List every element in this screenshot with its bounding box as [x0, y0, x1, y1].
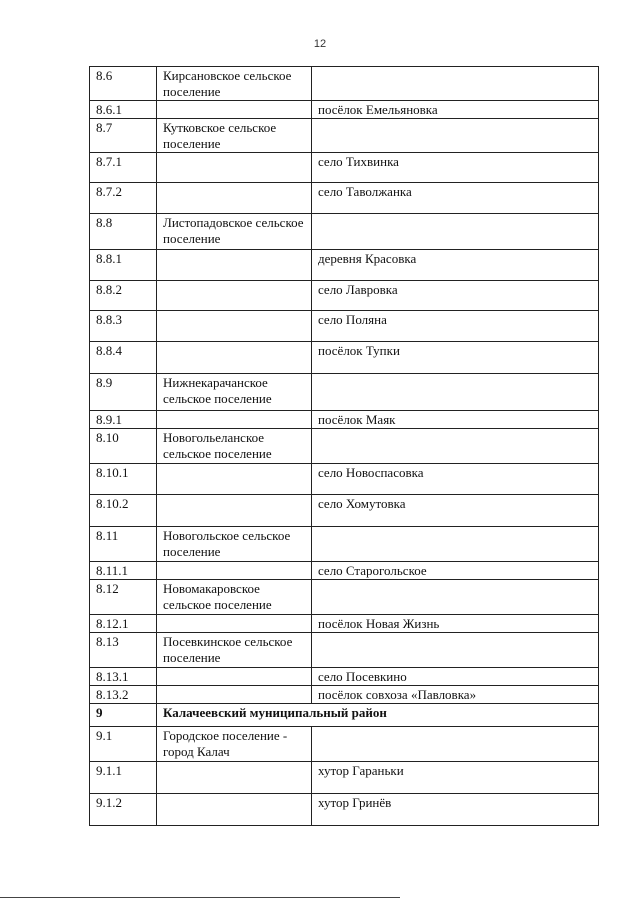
settlement-cell: Калачеевский муниципальный район: [157, 704, 599, 727]
settlement-cell: [157, 615, 312, 633]
table-row: [90, 281, 599, 311]
page-number: 12: [313, 38, 327, 50]
locality-cell: [312, 727, 599, 762]
row-number-cell: 8.10.1: [90, 464, 157, 495]
table-row: [90, 580, 599, 615]
settlement-cell: Посевкинское сельское поселение: [157, 633, 312, 668]
row-number-cell: 8.8.4: [90, 342, 157, 374]
settlement-cell: [157, 101, 312, 119]
settlement-cell: Новогольеланское сельское поселение: [157, 429, 312, 464]
bottom-rule: [0, 897, 400, 898]
settlements-table-body: [90, 67, 599, 826]
row-number-cell: 9.1.1: [90, 762, 157, 794]
table-row: [90, 183, 599, 214]
table-row: [90, 464, 599, 495]
settlement-cell: Новомакаровское сельское поселение: [157, 580, 312, 615]
table-row: [90, 527, 599, 562]
table-row: [90, 101, 599, 119]
row-number-cell: 8.13.2: [90, 686, 157, 704]
locality-cell: село Хомутовка: [312, 495, 599, 527]
settlement-cell: [157, 464, 312, 495]
row-number-cell: 8.6.1: [90, 101, 157, 119]
row-number-cell: 8.7.1: [90, 153, 157, 183]
settlement-cell: [157, 794, 312, 826]
table-row: [90, 250, 599, 281]
row-number-cell: 8.12: [90, 580, 157, 615]
locality-cell: [312, 67, 599, 101]
settlement-cell: [157, 183, 312, 214]
locality-cell: [312, 580, 599, 615]
table-row: [90, 214, 599, 250]
table-row: [90, 762, 599, 794]
locality-cell: посёлок Маяк: [312, 411, 599, 429]
settlement-cell: Городское поселение - город Калач: [157, 727, 312, 762]
settlement-cell: [157, 281, 312, 311]
locality-cell: село Старогольское: [312, 562, 599, 580]
locality-cell: посёлок Емельяновка: [312, 101, 599, 119]
locality-cell: [312, 527, 599, 562]
locality-cell: деревня Красовка: [312, 250, 599, 281]
locality-cell: [312, 374, 599, 411]
locality-cell: хутор Гараньки: [312, 762, 599, 794]
locality-cell: посёлок совхоза «Павловка»: [312, 686, 599, 704]
table-row: [90, 794, 599, 826]
settlements-table: [89, 66, 599, 826]
table-row: [90, 727, 599, 762]
locality-cell: хутор Гринёв: [312, 794, 599, 826]
settlement-cell: [157, 342, 312, 374]
locality-cell: село Поляна: [312, 311, 599, 342]
table-row: [90, 153, 599, 183]
table-row: [90, 633, 599, 668]
table-row: [90, 562, 599, 580]
row-number-cell: 8.12.1: [90, 615, 157, 633]
row-number-cell: 8.10.2: [90, 495, 157, 527]
table-row: [90, 495, 599, 527]
locality-cell: посёлок Тупки: [312, 342, 599, 374]
table-row: [90, 119, 599, 153]
row-number-cell: 8.8.2: [90, 281, 157, 311]
locality-cell: село Тихвинка: [312, 153, 599, 183]
row-number-cell: 8.10: [90, 429, 157, 464]
settlement-cell: Новогольское сельское поселение: [157, 527, 312, 562]
settlement-cell: [157, 686, 312, 704]
settlement-cell: Кирсановское сельское поселение: [157, 67, 312, 101]
locality-cell: село Новоспасовка: [312, 464, 599, 495]
row-number-cell: 9.1: [90, 727, 157, 762]
table-row: [90, 67, 599, 101]
settlement-cell: [157, 311, 312, 342]
settlement-cell: Нижнекарачанское сельское поселение: [157, 374, 312, 411]
row-number-cell: 8.7: [90, 119, 157, 153]
row-number-cell: 8.6: [90, 67, 157, 101]
table-row: [90, 686, 599, 704]
row-number-cell: 8.8.1: [90, 250, 157, 281]
locality-cell: [312, 119, 599, 153]
table-row: [90, 704, 599, 727]
table-row: [90, 374, 599, 411]
row-number-cell: 8.7.2: [90, 183, 157, 214]
locality-cell: село Лавровка: [312, 281, 599, 311]
row-number-cell: 8.8.3: [90, 311, 157, 342]
locality-cell: посёлок Новая Жизнь: [312, 615, 599, 633]
table-row: [90, 311, 599, 342]
settlement-cell: Листопадовское сельское поселение: [157, 214, 312, 250]
table-row: [90, 411, 599, 429]
table-row: [90, 668, 599, 686]
settlement-cell: [157, 562, 312, 580]
row-number-cell: 8.9.1: [90, 411, 157, 429]
locality-cell: село Таволжанка: [312, 183, 599, 214]
locality-cell: село Посевкино: [312, 668, 599, 686]
row-number-cell: 8.9: [90, 374, 157, 411]
table-row: [90, 342, 599, 374]
row-number-cell: 9: [90, 704, 157, 727]
row-number-cell: 8.11: [90, 527, 157, 562]
settlement-cell: [157, 762, 312, 794]
row-number-cell: 9.1.2: [90, 794, 157, 826]
row-number-cell: 8.13.1: [90, 668, 157, 686]
locality-cell: [312, 429, 599, 464]
settlement-cell: [157, 495, 312, 527]
settlement-cell: [157, 668, 312, 686]
table-row: [90, 615, 599, 633]
row-number-cell: 8.13: [90, 633, 157, 668]
locality-cell: [312, 633, 599, 668]
row-number-cell: 8.8: [90, 214, 157, 250]
table-row: [90, 429, 599, 464]
locality-cell: [312, 214, 599, 250]
settlement-cell: [157, 250, 312, 281]
settlement-cell: [157, 411, 312, 429]
settlement-cell: Кутковское сельское поселение: [157, 119, 312, 153]
settlement-cell: [157, 153, 312, 183]
row-number-cell: 8.11.1: [90, 562, 157, 580]
